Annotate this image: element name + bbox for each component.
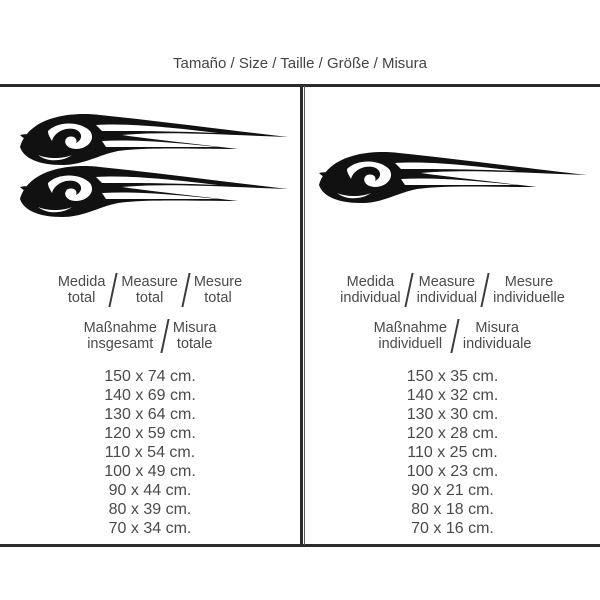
- size-option[interactable]: 130 x 64 cm.: [104, 406, 196, 423]
- individual-measure-labels: [305, 273, 600, 353]
- page-title: Tamaño / Size / Taille / Größe / Misura: [173, 55, 427, 72]
- tribal-flame-icon: [317, 145, 597, 207]
- label-massnahme-individuell: Maßnahme individuell: [373, 320, 447, 352]
- individual-size-list: [305, 367, 600, 538]
- total-size-list: [0, 367, 300, 538]
- total-label-row-1: [0, 273, 300, 307]
- label-measure-total: Measure total: [121, 274, 178, 306]
- label-mesure-total: Mesure total: [193, 274, 243, 306]
- size-option[interactable]: 90 x 44 cm.: [108, 482, 192, 499]
- size-option[interactable]: 150 x 35 cm.: [406, 368, 499, 385]
- slash-divider: [480, 273, 489, 307]
- label-medida-total: Medida total: [57, 274, 106, 306]
- label-massnahme-insgesamt: Maßnahme insgesamt: [83, 320, 157, 352]
- individual-size-panel: [305, 87, 600, 544]
- size-option[interactable]: 130 x 30 cm.: [406, 406, 499, 423]
- label-medida-individual: Medida individual: [340, 274, 401, 306]
- size-option[interactable]: 90 x 21 cm.: [411, 482, 494, 499]
- size-option[interactable]: 100 x 49 cm.: [104, 463, 196, 480]
- label-mesure-individuelle: Mesure individuelle: [493, 274, 565, 306]
- size-option[interactable]: 110 x 54 cm.: [104, 444, 196, 461]
- size-option[interactable]: 100 x 23 cm.: [406, 463, 499, 480]
- size-option[interactable]: 70 x 16 cm.: [411, 520, 494, 537]
- size-option[interactable]: 120 x 59 cm.: [104, 425, 196, 442]
- size-option[interactable]: 140 x 69 cm.: [104, 387, 196, 404]
- size-option[interactable]: 110 x 25 cm.: [407, 444, 498, 461]
- size-option[interactable]: 80 x 18 cm.: [411, 501, 494, 518]
- label-measure-individual: Measure individual: [416, 274, 478, 306]
- size-option[interactable]: 140 x 32 cm.: [406, 387, 499, 404]
- tribal-flame-pair-icon: [18, 109, 298, 221]
- center-divider: [300, 86, 303, 545]
- label-misura-totale: Misura totale: [172, 320, 217, 352]
- size-option[interactable]: 70 x 34 cm.: [108, 520, 192, 537]
- slash-divider: [450, 319, 459, 353]
- slash-divider: [109, 273, 118, 307]
- total-measure-labels: [0, 273, 300, 353]
- slash-divider: [160, 319, 169, 353]
- size-option[interactable]: 150 x 74 cm.: [104, 368, 196, 385]
- label-misura-individuale: Misura individuale: [462, 320, 532, 352]
- slash-divider: [404, 273, 413, 307]
- size-option[interactable]: 120 x 28 cm.: [406, 425, 499, 442]
- total-size-panel: [0, 87, 300, 544]
- individual-label-row-1: [305, 273, 600, 307]
- individual-label-row-2: [305, 319, 600, 353]
- total-label-row-2: [0, 319, 300, 353]
- slash-divider: [181, 273, 190, 307]
- size-option[interactable]: 80 x 39 cm.: [108, 501, 192, 518]
